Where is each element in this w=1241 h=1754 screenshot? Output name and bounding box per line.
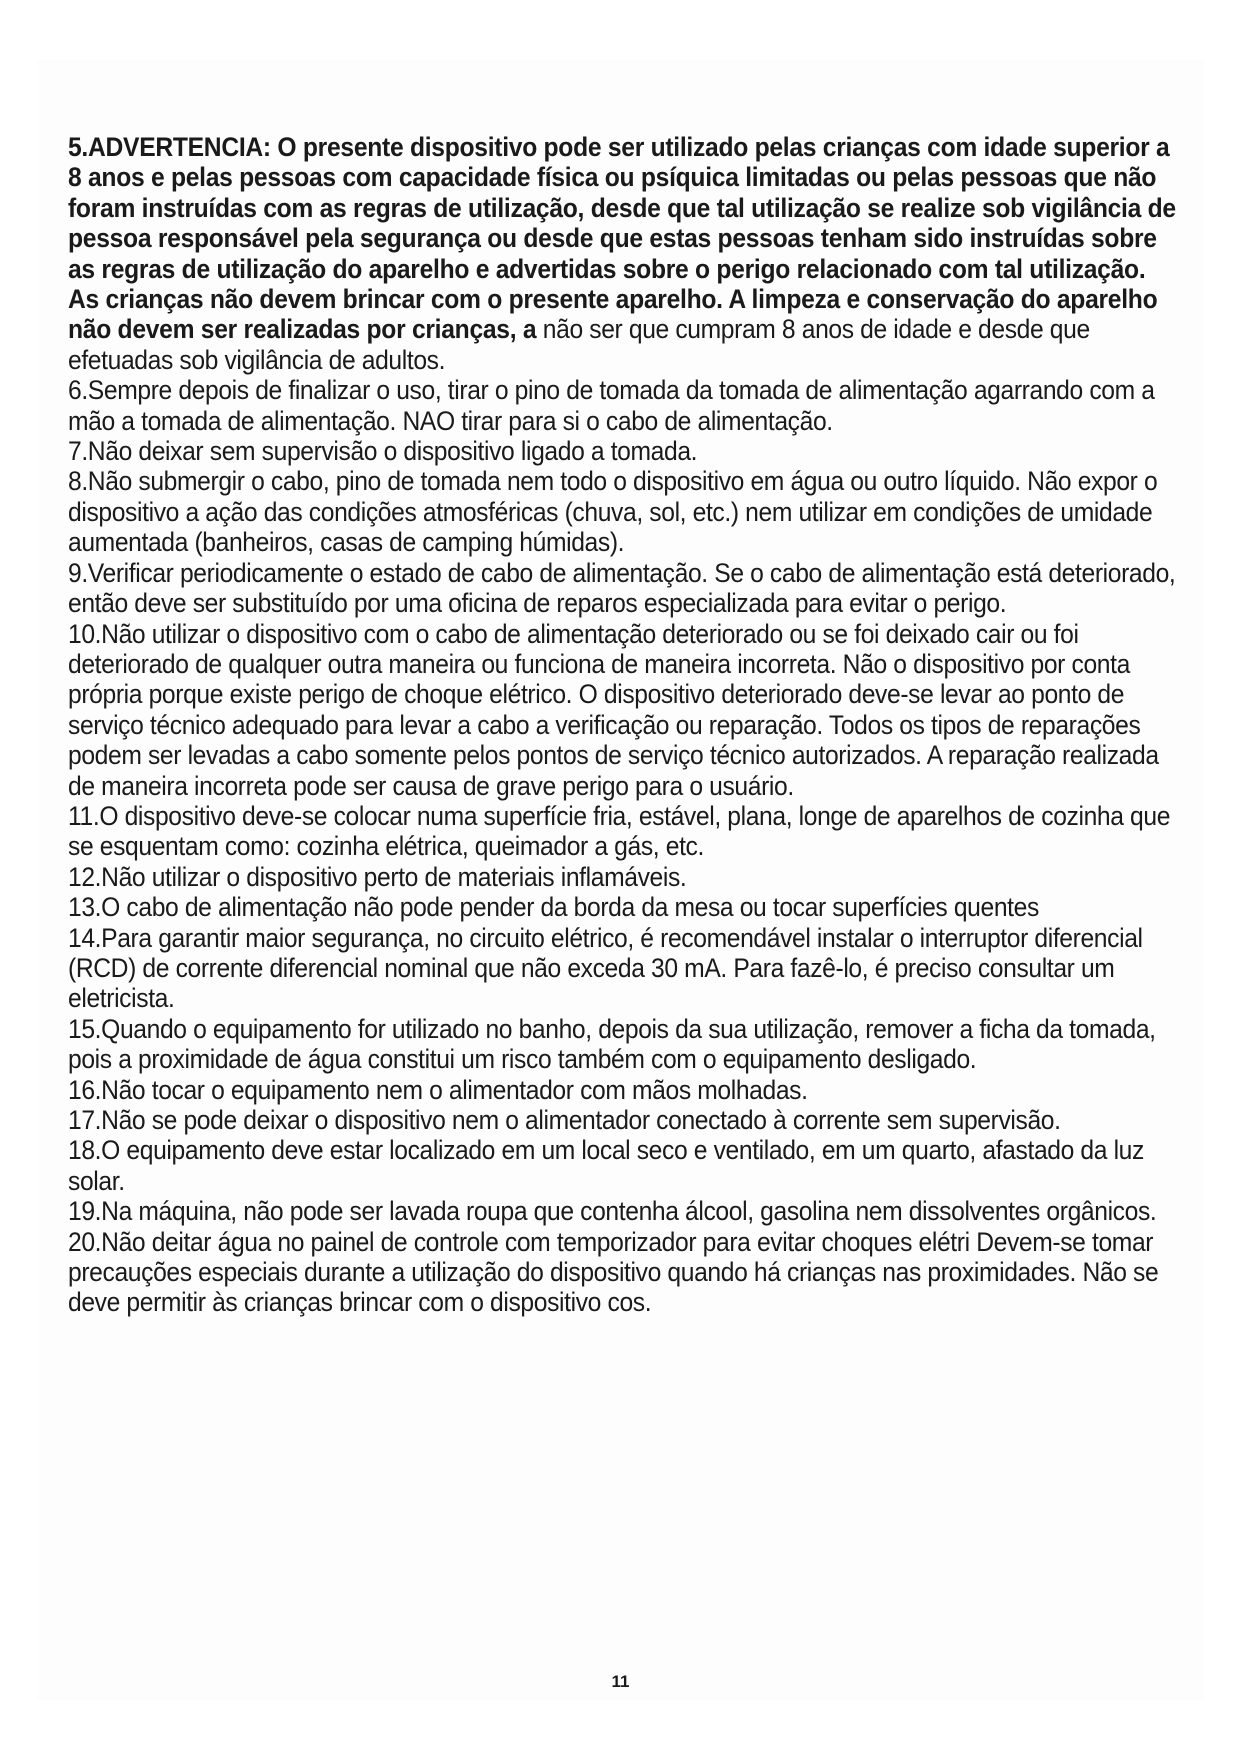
- warning-normal-text: não ser que cumpram 8 anos de idade e desde que efetuadas sob vigilância de adultos.: [68, 314, 1090, 375]
- list-item: 6.Sempre depois de finalizar o uso, tirar o pino de tomada da tomada de alimentação agarrando com a mão a tomada de alimentação. NAO tirar para si o cabo de alimentação.: [68, 375, 1155, 436]
- list-item: 12.Não utilizar o dispositivo perto de materiais inflamáveis.: [68, 861, 687, 892]
- list-item: 9.Verificar periodicamente o estado de cabo de alimentação. Se o cabo de alimentação está deteriorado, então deve ser substituído por uma oficina de reparos especializada para evitar o perigo.: [68, 557, 1176, 619]
- list-item: 19.Na máquina, não pode ser lavada roupa que contenha álcool, gasolina nem dissolventes orgânicos.: [68, 1196, 1157, 1227]
- list-item: 16.Não tocar o equipamento nem o alimentador com mãos molhadas.: [68, 1074, 808, 1105]
- list-item: 10.Não utilizar o dispositivo com o cabo de alimentação deteriorado ou se foi deixado cair ou foi deteriorado de qualquer outra maneira ou funciona de maneira incorreta. Não o dispositivo por conta própria porque existe perigo de choque elétrico. O dispositivo deteriorado deve-se levar ao ponto de serviço técnico adequado para levar a cabo a verificação ou reparação. Todos os tipos de reparações podem ser levadas a cabo somente pelos pontos de serviço técnico autorizados. A reparação realizada de maneira incorreta pode ser causa de grave perigo para o usuário.: [68, 618, 1159, 801]
- list-item: 15.Quando o equipamento for utilizado no banho, depois da sua utilização, remover a ficha da tomada, pois a proximidade de água constitui um risco também com o equipamento desligado.: [68, 1013, 1156, 1075]
- list-item: 20.Não deitar água no painel de controle com temporizador para evitar choques elétri Devem-se tomar precauções especiais durante a utilização do dispositivo quando há crianças nas proximidades. Não se deve permitir às crianças brincar com o dispositivo cos.: [68, 1226, 1159, 1318]
- list-item: 8.Não submergir o cabo, pino de tomada nem todo o dispositivo em água ou outro líquido. Não expor o dispositivo a ação das condições atmosféricas (chuva, sol, etc.) nem utilizar em condições de umidade aumentada (banheiros, casas de camping húmidas).: [68, 466, 1158, 558]
- page-number: 11: [611, 1672, 630, 1691]
- warning-paragraph: [68, 132, 1179, 375]
- list-item: 7.Não deixar sem supervisão o dispositivo ligado a tomada.: [68, 436, 698, 467]
- list-item: 11.O dispositivo deve-se colocar numa superfície fria, estável, plana, longe de aparelhos de cozinha que se esquentam como: cozinha elétrica, queimador a gás, etc.: [68, 800, 1171, 862]
- warning-bold-text: 5.ADVERTENCIA: O presente dispositivo pode ser utilizado pelas crianças com idade superior a 8 anos e pelas pessoas com capacidade física ou psíquica limitadas ou pelas pessoas que não foram instruídas com as regras de utilização, desde que tal utilização se realize sob vigilância de pessoa responsável pela segurança ou desde que estas pessoas tenham sido instruídas sobre as regras de utilização do aparelho e advertidas sobre o perigo relacionado com tal utilização. As crianças não devem brincar com o presente aparelho. A limpeza e conservação do aparelho não devem ser realizadas por crianças, a: [68, 132, 1176, 345]
- list-item: 13.O cabo de alimentação não pode pender da borda da mesa ou tocar superfícies quentes: [68, 892, 1039, 923]
- list-item: 18.O equipamento deve estar localizado em um local seco e ventilado, em um quarto, afastado da luz solar.: [68, 1135, 1144, 1196]
- list-item: 17.Não se pode deixar o dispositivo nem o alimentador conectado à corrente sem supervisão.: [68, 1105, 1061, 1135]
- document-body: [68, 132, 1178, 1318]
- list-item: 14.Para garantir maior segurança, no circuito elétrico, é recomendável instalar o interruptor diferencial (RCD) de corrente diferencial nominal que não exceda 30 mA. Para fazê-lo, é preciso consultar um eletricista.: [68, 922, 1143, 1014]
